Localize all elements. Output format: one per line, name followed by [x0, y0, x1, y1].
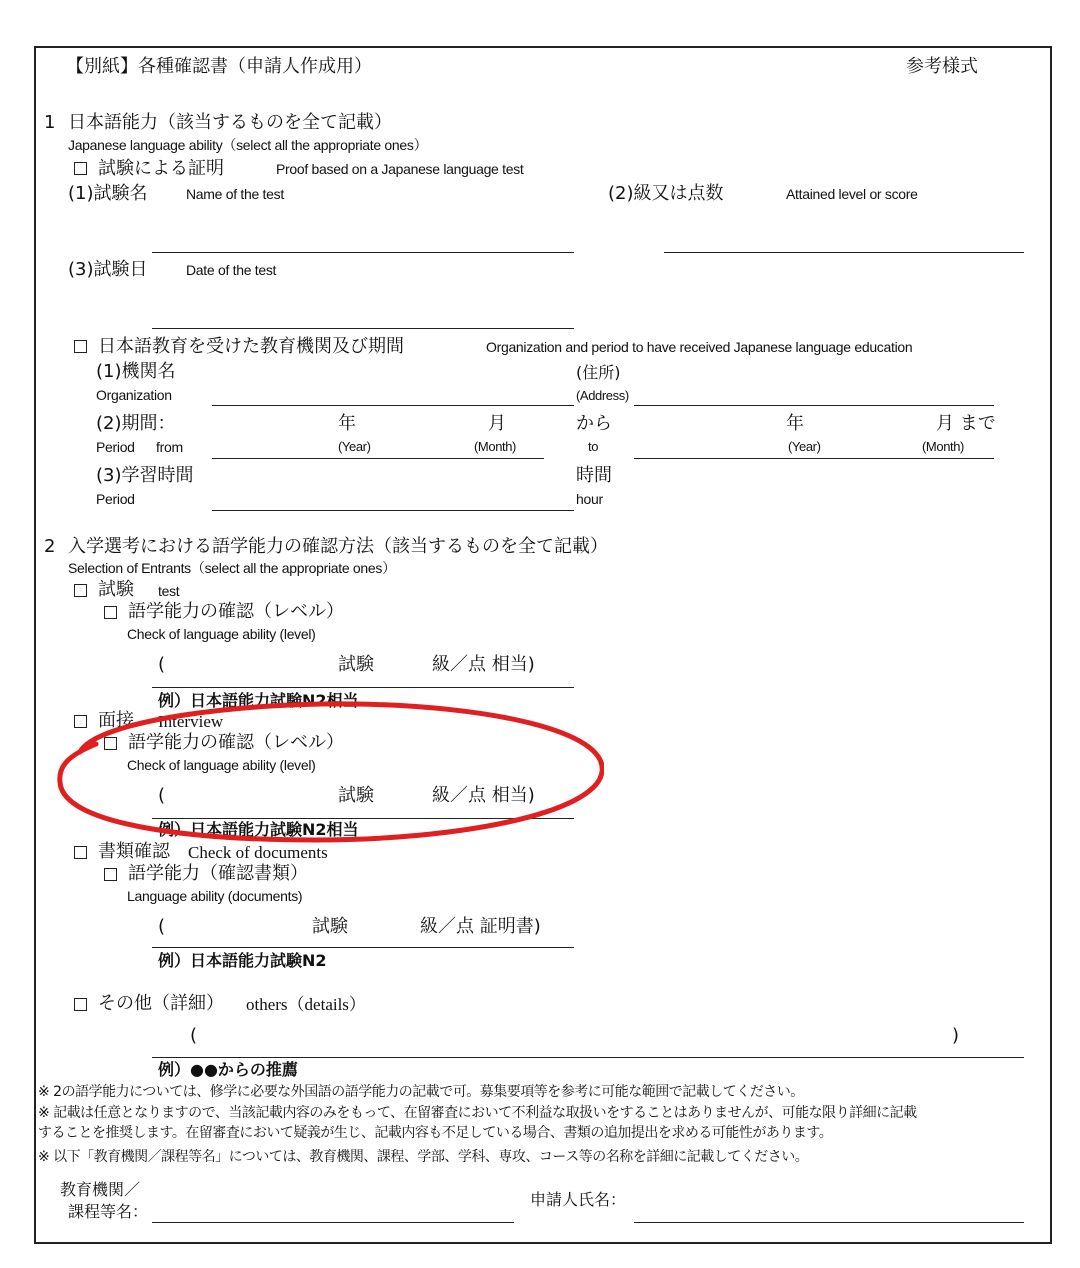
kara-label: から: [576, 413, 612, 434]
test-level-label: 語学能力の確認（レベル）: [128, 601, 344, 622]
proof-test-label-en: Proof based on a Japanese language test: [276, 161, 524, 177]
level-label-en: Attained level or score: [786, 186, 918, 202]
reference-label: 参考様式: [906, 56, 978, 77]
section2-title-en: Selection of Entrants（select all the appropriate ones）: [68, 560, 396, 576]
organization-field[interactable]: [212, 405, 574, 406]
period-label: (2)期間：: [96, 413, 176, 434]
period-label-en: Period: [96, 439, 135, 455]
documents-fill-cert: 級／点 証明書): [420, 916, 541, 937]
section1-number: 1: [44, 112, 56, 133]
interview-paren-open: (: [158, 785, 166, 806]
to-year-label: 年: [786, 413, 804, 434]
interview-level-label-en: Check of language ability (level): [127, 757, 316, 773]
test-name-label: (1)試験名: [68, 183, 148, 204]
test-date-label: (3)試験日: [68, 259, 148, 280]
education-label-en: Organization and period to have received Japanese language education: [486, 339, 913, 355]
level-label: (2)級又は点数: [608, 183, 724, 204]
test-label: 試験: [98, 579, 134, 600]
documents-ability-label: 語学能力（確認書類）: [128, 863, 308, 884]
period-to-field[interactable]: [634, 458, 994, 459]
section2-title: 入学選考における語学能力の確認方法（該当するものを全て記載）: [68, 536, 608, 557]
interview-level-label: 語学能力の確認（レベル）: [128, 732, 344, 753]
test-name-field[interactable]: [152, 252, 574, 253]
interview-label: 面接: [98, 710, 134, 731]
documents-ability-checkbox[interactable]: [104, 868, 117, 881]
made-label: 月 まで: [936, 413, 996, 434]
hours-unit-label-en: hour: [576, 491, 603, 507]
proof-test-label: 試験による証明: [98, 158, 224, 179]
level-field[interactable]: [664, 252, 1024, 253]
address-label: (住所): [576, 363, 621, 382]
organization-label: (1)機関名: [96, 361, 176, 382]
section1-title-en: Japanese language ability（select all the appropriate ones）: [68, 137, 428, 153]
proof-test-checkbox[interactable]: [74, 162, 87, 175]
test-level-checkbox[interactable]: [104, 606, 117, 619]
other-example: 例）●●からの推薦: [158, 1060, 298, 1079]
applicant-name-label: 申請人氏名：: [530, 1190, 627, 1209]
interview-fill-shiken: 試験: [338, 785, 374, 806]
other-details-field[interactable]: [152, 1057, 1024, 1058]
interview-level-field[interactable]: [152, 818, 574, 819]
note-2a: ※ 記載は任意となりますので、当該記載内容のみをもって、在留審査において不利益な取扱いをすることはありませんが、可能な限り詳細に記載: [38, 1105, 917, 1121]
test-example: 例）日本語能力試験N2相当: [158, 691, 359, 710]
interview-level-checkbox[interactable]: [104, 737, 117, 750]
interview-fill-level: 級／点 相当): [432, 785, 535, 806]
test-paren-open: (: [158, 654, 166, 675]
from-year-label-en: (Year): [338, 439, 371, 454]
section2-number: 2: [44, 536, 56, 557]
address-field[interactable]: [634, 405, 994, 406]
to-month-label-en: (Month): [922, 439, 964, 454]
other-checkbox[interactable]: [74, 998, 87, 1011]
study-hours-label: (3)学習時間: [96, 465, 194, 486]
note-1: ※ 2の語学能力については、修学に必要な外国語の語学能力の記載で可。募集要項等を参考に可能な範囲で記載してください。: [38, 1084, 804, 1100]
documents-example: 例）日本語能力試験N2: [158, 951, 327, 970]
documents-label: 書類確認: [98, 841, 170, 862]
test-level-label-en: Check of language ability (level): [127, 626, 316, 642]
from-label-en: from: [156, 439, 183, 455]
note-2b: することを推奨します。在留審査において疑義が生じ、記載内容も不足している場合、書類の追加提出を求める可能性があります。: [38, 1125, 833, 1141]
education-label: 日本語教育を受けた教育機関及び期間: [98, 336, 404, 357]
period-from-field[interactable]: [212, 458, 544, 459]
other-label-en: others（details）: [246, 995, 366, 1014]
interview-example: 例）日本語能力試験N2相当: [158, 820, 359, 839]
documents-fill-shiken: 試験: [312, 916, 348, 937]
organization-label-en: Organization: [96, 387, 172, 403]
hours-unit-label: 時間: [576, 465, 612, 486]
from-month-label-en: (Month): [474, 439, 516, 454]
institution-field[interactable]: [152, 1222, 514, 1223]
address-label-en: (Address): [576, 388, 629, 403]
other-paren-close: ): [952, 1025, 960, 1046]
section1-title: 日本語能力（該当するものを全て記載）: [68, 112, 392, 133]
from-month-label: 月: [488, 413, 506, 434]
to-year-label-en: (Year): [788, 439, 821, 454]
documents-ability-label-en: Language ability (documents): [127, 888, 303, 904]
test-name-label-en: Name of the test: [186, 186, 284, 202]
applicant-name-field[interactable]: [634, 1222, 1024, 1223]
documents-label-en: Check of documents: [188, 843, 328, 862]
test-checkbox[interactable]: [74, 584, 87, 597]
education-checkbox[interactable]: [74, 340, 87, 353]
documents-field[interactable]: [152, 947, 574, 948]
to-label-en: to: [588, 439, 599, 454]
note-3: ※ 以下「教育機関／課程等名」については、教育機関、課程、学部、学科、専攻、コース等の名称を詳細に記載してください。: [38, 1149, 809, 1165]
institution-label-1: 教育機関／: [60, 1180, 141, 1199]
test-label-en: test: [158, 583, 180, 599]
test-fill-level: 級／点 相当): [432, 654, 535, 675]
interview-label-en: Interview: [158, 712, 224, 731]
study-hours-label-en: Period: [96, 491, 135, 507]
other-paren-open: (: [190, 1025, 198, 1046]
form-title: 【別紙】各種確認書（申請人作成用）: [66, 56, 372, 77]
other-label: その他（詳細）: [98, 993, 224, 1014]
documents-paren-open: (: [158, 916, 166, 937]
test-fill-shiken: 試験: [338, 654, 374, 675]
test-level-field[interactable]: [152, 687, 574, 688]
documents-checkbox[interactable]: [74, 846, 87, 859]
from-year-label: 年: [338, 413, 356, 434]
test-date-label-en: Date of the test: [186, 262, 277, 278]
test-date-field[interactable]: [152, 328, 574, 329]
institution-label-2: 課程等名：: [68, 1202, 149, 1221]
interview-checkbox[interactable]: [74, 715, 87, 728]
study-hours-field[interactable]: [212, 510, 574, 511]
